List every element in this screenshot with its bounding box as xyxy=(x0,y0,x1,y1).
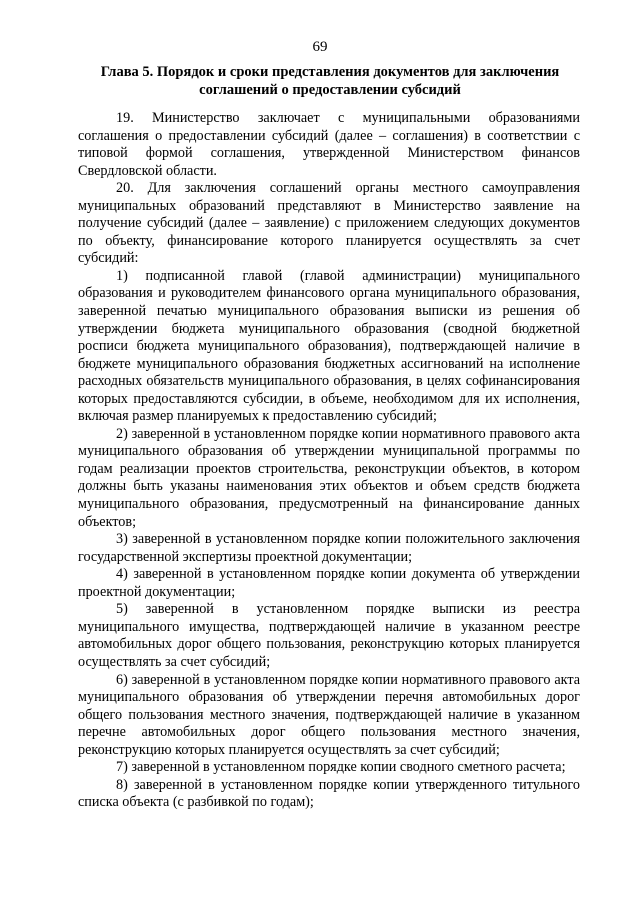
list-item-5: 5) заверенной в установленном порядке выписки из реестра муниципального имущества, подтверждающей наличие в указанном реестре автомобильных дорог общего пользования, реконструкцию которых планируется осуществлять за счет субсидий; xyxy=(78,601,580,670)
list-item-1: 1) подписанной главой (главой администрации) муниципального образования и руководителем финансового органа муниципального образования, заверенной печатью муниципального образования выписки из решения об утверждении бюджета муниципального образования (сводной бюджетной росписи бюджета муниципального образования), подтверждающей наличие в бюджете муниципального образования бюджетных ассигнований на исполнение расходных обязательств муниципального образования, в целях софинансирования которых предоставляются субсидии, в объеме, необходимом для их исполнения, включая размер планируемых к предоставлению субсидий; xyxy=(78,267,580,425)
list-item-2: 2) заверенной в установленном порядке копии нормативного правового акта муниципального образования об утверждении муниципальной программы по годам реализации проектов строительства, реконструкции объектов, в котором должны быть указаны наименования этих объектов и объем средств бюджета муниципального образования, предусмотренный на финансирование данных объектов; xyxy=(78,425,580,530)
list-item-3: 3) заверенной в установленном порядке копии положительного заключения государственной экспертизы проектной документации; xyxy=(78,531,580,565)
list-item-8: 8) заверенной в установленном порядке копии утвержденного титульного списка объекта (с разбивкой по годам); xyxy=(78,776,580,811)
page-number: 69 xyxy=(312,39,328,55)
body-text xyxy=(78,110,580,812)
paragraph-19: 19. Министерство заключает с муниципальными образованиями соглашения о предоставлении субсидий (далее – соглашения) в соответствии с типовой формой соглашения, утвержденной Министерством финансов Свердловской области. xyxy=(78,110,580,179)
list-item-7: 7) заверенной в установленном порядке копии сводного сметного расчета; xyxy=(116,759,566,776)
paragraph-20: 20. Для заключения соглашений органы местного самоуправления муниципальных образований представляют в Министерство заявление на получение субсидий (далее – заявление) с приложением следующих документов по объекту, финансирование которого планируется осуществлять за счет субсидий: xyxy=(78,180,580,267)
list-item-6: 6) заверенной в установленном порядке копии нормативного правового акта муниципального образования об утверждении перечня автомобильных дорог общего пользования местного значения, подтверждающей наличие в указанном перечне автомобильных дорог общего пользования местного значения, реконструкцию которых планируется осуществлять за счет субсидий; xyxy=(78,671,580,758)
list-item-4: 4) заверенной в установленном порядке копии документа об утверждении проектной документации; xyxy=(78,566,580,600)
chapter-title: Глава 5. Порядок и сроки представления документов для заключения соглашений о предоставлении субсидий xyxy=(100,64,560,98)
